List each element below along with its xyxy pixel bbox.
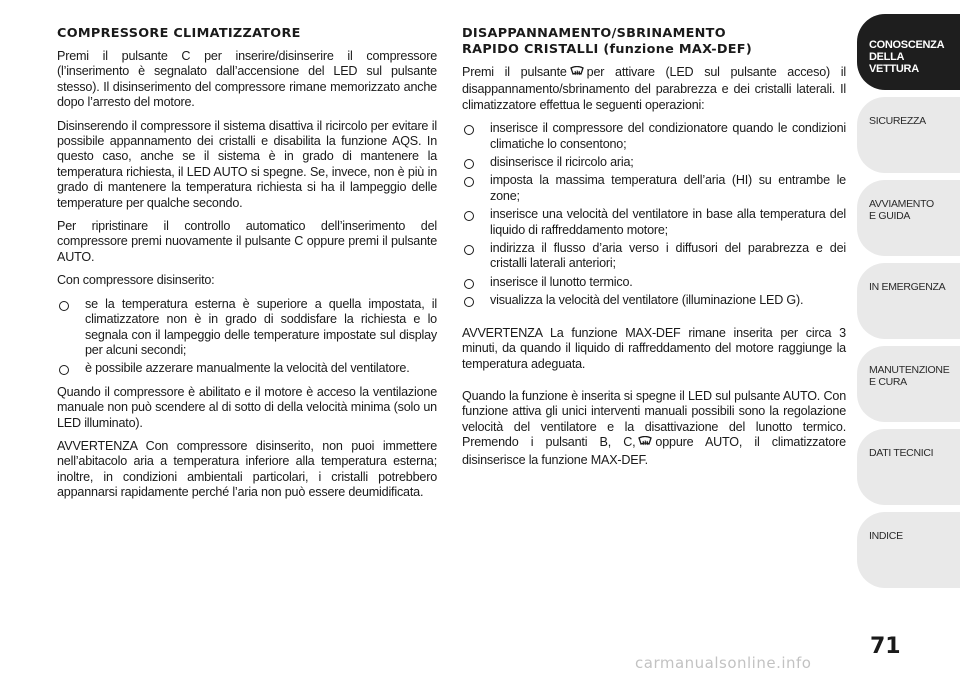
bullet-circle-icon	[464, 279, 474, 289]
paragraph: Disinserendo il compressore il sistema disattiva il ricircolo per evitare il possibile appannamento dei cristalli e disabilita la funzione AQS. In questo caso, anche se il sistema è in grado di mantenere la temperatura richiesta, il LED AUTO si spegne. Se, invece, non è più in grado di mantenere la temperatura richiesta si ha il lampeggio delle temperature per qualche secondo.	[57, 118, 437, 210]
windshield-defrost-icon	[638, 436, 652, 452]
list-item: indirizza il flusso d’aria verso i diffusori del parabrezza e dei cristalli laterali anteriori;	[462, 241, 846, 272]
left-column	[57, 26, 437, 509]
section-heading-max-def: DISAPPANNAMENTO/SBRINAMENTO RAPIDO CRISTALLI (funzione MAX-DEF)	[462, 26, 752, 57]
list-item: inserisce il lunotto termico.	[462, 275, 846, 290]
bullet-list	[57, 297, 437, 377]
tab-conoscenza-della-vettura[interactable]: CONOSCENZA DELLA VETTURA	[857, 14, 960, 90]
tab-dati-tecnici[interactable]: DATI TECNICI	[857, 429, 960, 505]
paragraph: Con compressore disinserito:	[57, 273, 215, 288]
paragraph: Per ripristinare il controllo automatico dell’inserimento del compressore premi nuovamente il pulsante C oppure premi il pulsante AUTO.	[57, 219, 437, 264]
page-number: 71	[870, 634, 901, 659]
bullet-circle-icon	[464, 125, 474, 135]
tab-indice[interactable]: INDICE	[857, 512, 960, 588]
paragraph: Quando il compressore è abilitato e il motore è acceso la ventilazione manuale non può scendere al di sotto di della velocità minima (solo un LED illuminato).	[57, 384, 437, 430]
tab-in-emergenza[interactable]: IN EMERGENZA	[857, 263, 960, 339]
list-item: disinserisce il ricircolo aria;	[462, 155, 846, 170]
bullet-circle-icon	[464, 211, 474, 221]
bullet-circle-icon	[464, 245, 474, 255]
bullet-circle-icon	[464, 177, 474, 187]
paragraph: Premi il pulsante C per inserire/disinserire il compressore (l’inserimento è segnalato dall’accensione del LED sul pulsante stesso). Il disinserimento del compressore rimane memorizzato anche dopo l’arresto del motore.	[57, 49, 437, 110]
tab-avviamento-e-guida[interactable]: AVVIAMENTO E GUIDA	[857, 180, 960, 256]
paragraph: Quando la funzione è inserita si spegne il LED sul pulsante AUTO. Con funzione attiva gli unici interventi manuali possibili sono la regolazione velocità del ventilatore e la disattivazione del lunotto termico. Premendo i pulsanti B, C, oppure AUTO, il climatizzatore disinserisce la funzione MAX-DEF.	[462, 388, 846, 467]
warning-paragraph: AVVERTENZA La funzione MAX-DEF rimane inserita per circa 3 minuti, da quando il liquido di raffreddamento del motore raggiunge la temperatura adeguata.	[462, 325, 846, 371]
windshield-defrost-icon	[570, 66, 584, 82]
bullet-circle-icon	[59, 301, 69, 311]
tab-sicurezza[interactable]: SICUREZZA	[857, 97, 960, 173]
list-item: imposta la massima temperatura dell’aria (HI) su entrambe le zone;	[462, 173, 846, 204]
bullet-list	[462, 121, 846, 308]
watermark: carmanualsonline.info	[635, 654, 812, 672]
paragraph: Premi il pulsante per attivare (LED sul pulsante acceso) il disappannamento/sbrinamento del parabrezza e dei cristalli laterali. Il climatizzatore effettua le seguenti operazioni:	[462, 65, 846, 112]
bullet-circle-icon	[59, 365, 69, 375]
list-item: se la temperatura esterna è superiore a quella impostata, il climatizzatore non è in grado di soddisfare la richiesta e lo segnala con il lampeggio delle temperature impostate sul display per alcuni secondi;	[57, 297, 437, 359]
tab-manutenzione-e-cura[interactable]: MANUTENZIONE E CURA	[857, 346, 960, 422]
right-column	[462, 26, 846, 476]
section-heading-compressor: COMPRESSORE CLIMATIZZATORE	[57, 26, 301, 41]
bullet-circle-icon	[464, 159, 474, 169]
bullet-circle-icon	[464, 297, 474, 307]
list-item: visualizza la velocità del ventilatore (illuminazione LED G).	[462, 293, 846, 308]
list-item: inserisce una velocità del ventilatore in base alla temperatura del liquido di raffreddamento motore;	[462, 207, 846, 238]
warning-paragraph: AVVERTENZA Con compressore disinserito, non puoi immettere nell’abitacolo aria a temperatura inferiore alla temperatura esterna; inoltre, in condizioni ambientali particolari, i cristalli potrebbero appannarsi rapidamente perché l’aria non può essere deumidificata.	[57, 438, 437, 500]
list-item: inserisce il compressore del condizionatore quando le condizioni climatiche lo consentono;	[462, 121, 846, 152]
chapter-nav	[857, 14, 960, 595]
list-item: è possibile azzerare manualmente la velocità del ventilatore.	[57, 361, 437, 376]
